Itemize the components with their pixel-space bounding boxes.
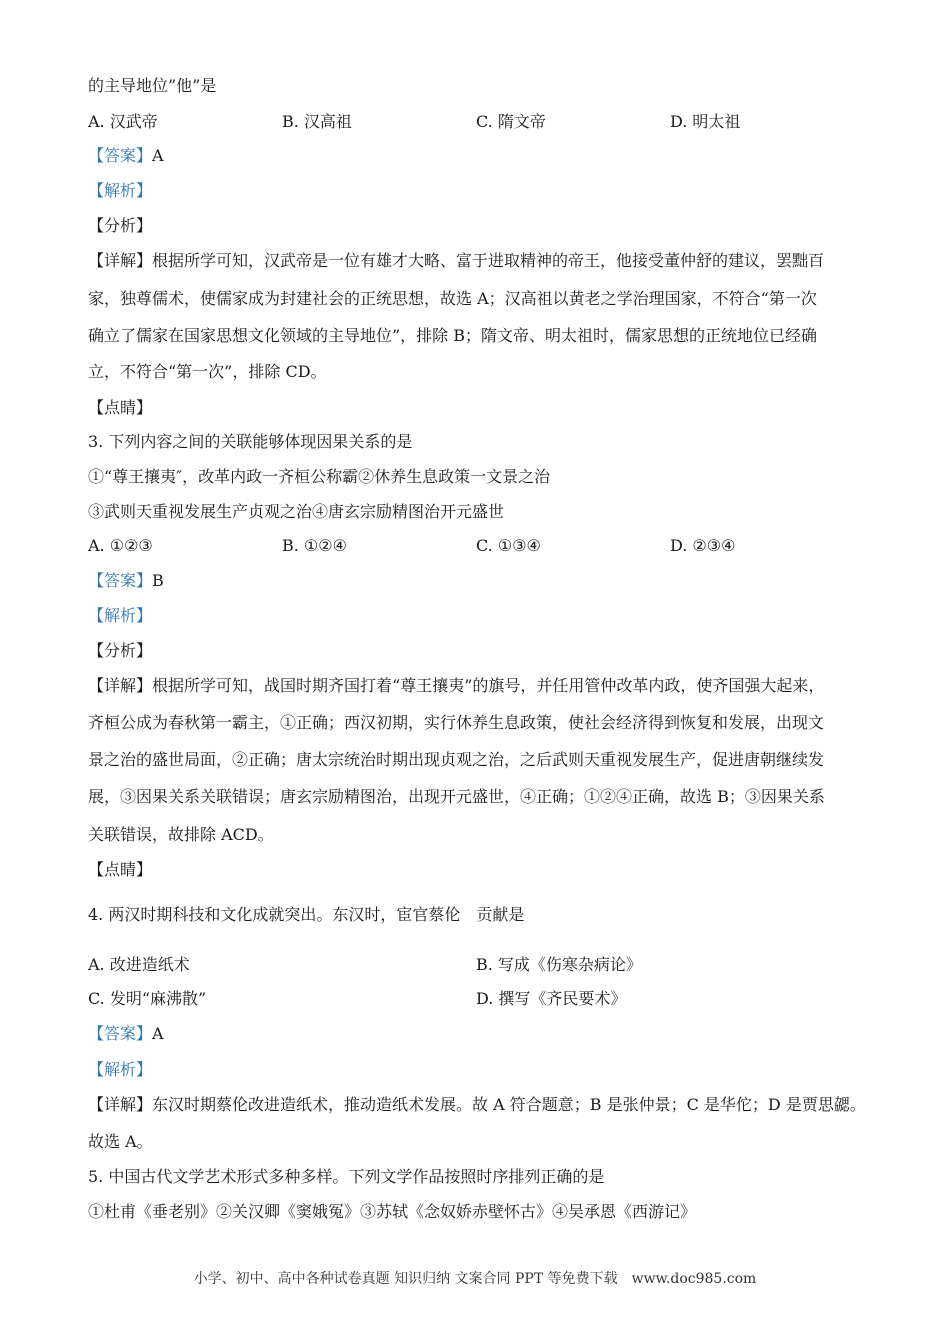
option-c: C. 发明“麻沸散” (88, 989, 207, 1008)
text-line: 的主导地位”他”是 (88, 76, 217, 95)
detail-text: 东汉时期蔡伦改进造纸术，推动造纸术发展。故 A 符合题意；B 是张仲景；C 是华佗；D 是贾思勰。 (152, 1095, 866, 1114)
answer-line (88, 1024, 164, 1044)
option-d: D. 明太祖 (670, 112, 741, 131)
detail-tag: 【详解】 (88, 1095, 153, 1114)
analysis-tag: 【解析】 (88, 1060, 153, 1079)
answer-value: A (152, 146, 164, 165)
answer-value: B (152, 571, 164, 590)
option-c: C. ①③④ (476, 536, 541, 555)
text-line: 关联错误，故排除 ACD。 (88, 825, 274, 844)
fenxi-tag: 【分析】 (88, 641, 153, 660)
detail-tag: 【详解】 (88, 251, 153, 270)
detail-line (88, 1095, 866, 1115)
question-5: 5. 中国古代文学艺术形式多种多样。下列文学作品按照时序排列正确的是 (88, 1167, 605, 1186)
answer-tag: 【答案】 (88, 146, 153, 165)
answer-value: A (152, 1024, 164, 1043)
option-a: A. ①②③ (88, 536, 153, 555)
option-b: B. ①②④ (282, 536, 347, 555)
footer-text: 小学、初中、高中各种试卷真题 知识归纳 文案合同 PPT 等免费下载 www.doc985.com (193, 1271, 757, 1287)
option-d: D. 撰写《齐民要术》 (476, 989, 627, 1008)
dianjing-tag: 【点睛】 (88, 398, 153, 417)
option-c: C. 隋文帝 (476, 112, 546, 131)
detail-line (88, 676, 824, 696)
fenxi-tag: 【分析】 (88, 216, 153, 235)
dianjing-tag: 【点睛】 (88, 860, 153, 879)
answer-line (88, 571, 164, 591)
detail-text: 根据所学可知，战国时期齐国打着“尊王攘夷”的旗号，并任用管仲改革内政，使齐国强大起来， (152, 676, 825, 695)
answer-tag: 【答案】 (88, 571, 153, 590)
detail-text: 根据所学可知，汉武帝是一位有雄才大略、富于进取精神的帝王，他接受董仲舒的建议，罢黜百 (152, 251, 825, 270)
text-line: 景之治的盛世局面，②正确；唐太宗统治时期出现贞观之治，之后武则天重视发展生产，促进唐朝继续发 (88, 750, 825, 769)
text-line: ①杜甫《垂老别》②关汉卿《窦娥冤》③苏轼《念奴娇赤壁怀古》④吴承恩《西游记》 (88, 1202, 697, 1221)
answer-tag: 【答案】 (88, 1024, 153, 1043)
analysis-tag: 【解析】 (88, 606, 153, 625)
option-b: B. 汉高祖 (282, 112, 352, 131)
question-4: 4. 两汉时期科技和文化成就突出。东汉时，宦官蔡伦 贡献是 (88, 905, 525, 924)
option-d: D. ②③④ (670, 536, 736, 555)
text-line: 齐桓公成为春秋第一霸主，①正确；西汉初期，实行休养生息政策，使社会经济得到恢复和发展，出现文 (88, 713, 825, 732)
option-a: A. 汉武帝 (88, 112, 158, 131)
question-3: 3. 下列内容之间的关联能够体现因果关系的是 (88, 432, 413, 451)
text-line: 故选 A。 (88, 1132, 153, 1151)
text-line: 立，不符合“第一次”，排除 CD。 (88, 362, 327, 381)
text-line: 展，③因果关系关联错误；唐玄宗励精图治，出现开元盛世，④正确；①②④正确，故选 B；③因果关系 (88, 787, 825, 806)
option-b: B. 写成《伤寒杂病论》 (476, 955, 642, 974)
text-line: 确立了儒家在国家思想文化领域的主导地位”，排除 B；隋文帝、明太祖时，儒家思想的正统地位已经确 (88, 326, 818, 345)
text-line: ①“尊王攘夷″，改革内政一齐桓公称霸②休养生息政策一文景之治 (88, 467, 551, 486)
detail-tag: 【详解】 (88, 676, 153, 695)
analysis-tag: 【解析】 (88, 181, 153, 200)
text-line: ③武则天重视发展生产贞观之治④唐玄宗励精图治开元盛世 (88, 502, 505, 521)
option-a: A. 改进造纸术 (88, 955, 190, 974)
answer-line (88, 146, 164, 166)
detail-line (88, 251, 824, 271)
text-line: 家，独尊儒术，使儒家成为封建社会的正统思想，故选 A；汉高祖以黄老之学治理国家，不符合“第一次 (88, 289, 817, 308)
